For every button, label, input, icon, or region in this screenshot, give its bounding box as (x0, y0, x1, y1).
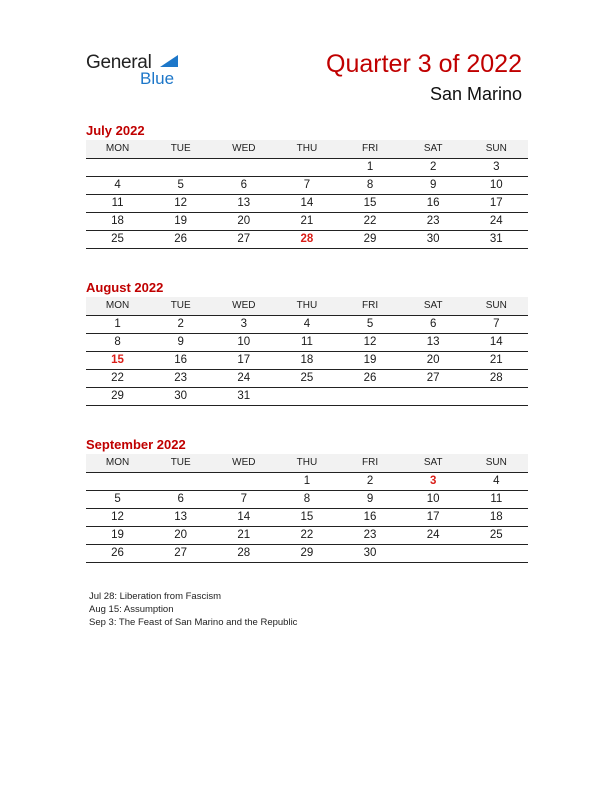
logo-triangle-icon (160, 55, 178, 67)
day-cell: 23 (426, 215, 440, 227)
day-cell: 15 (300, 511, 314, 523)
day-cell: 28 (237, 547, 251, 559)
day-cell: 11 (300, 336, 313, 348)
day-cell: 8 (366, 179, 374, 191)
day-cell: 16 (174, 354, 188, 366)
day-cell: 23 (174, 372, 188, 384)
day-cell: 3 (240, 318, 248, 330)
empty-day-cell (86, 473, 149, 490)
weekday-label: SAT (423, 457, 443, 468)
day-cell: 27 (426, 372, 440, 384)
weekday-label: SAT (423, 143, 443, 154)
day-cell: 31 (237, 390, 251, 402)
day-cell: 6 (177, 493, 184, 505)
empty-day-cell (402, 388, 465, 405)
logo-blue-text: Blue (140, 69, 175, 88)
day-cell: 9 (429, 179, 437, 191)
weekday-label: WED (232, 457, 256, 468)
day-cell: 7 (303, 179, 311, 191)
day-cell: 18 (300, 354, 314, 366)
day-cell: 14 (489, 336, 503, 348)
day-cell: 29 (300, 547, 314, 559)
week-row (86, 491, 528, 509)
week-row (86, 527, 528, 545)
day-cell: 31 (489, 233, 503, 245)
day-cell: 2 (429, 161, 437, 173)
empty-day-cell (212, 473, 275, 490)
holiday-note: Jul 28: Liberation from Fascism (89, 591, 221, 602)
general-blue-logo (86, 52, 186, 92)
day-cell: 25 (111, 233, 124, 245)
week-row (86, 352, 528, 370)
empty-day-cell (339, 388, 402, 405)
day-cell: 19 (111, 529, 124, 541)
day-cell: 10 (237, 336, 251, 348)
day-cell: 23 (363, 529, 377, 541)
week-row (86, 509, 528, 527)
empty-day-cell (465, 388, 528, 405)
day-cell: 7 (240, 493, 248, 505)
weekday-label: TUE (170, 457, 191, 468)
day-cell: 20 (237, 215, 251, 227)
month-calendar-july (86, 122, 528, 249)
weekday-label: FRI (362, 143, 379, 154)
empty-day-cell (149, 473, 212, 490)
day-cell: 18 (111, 215, 124, 227)
day-cell: 14 (300, 197, 314, 209)
weekday-label: SUN (485, 457, 507, 468)
day-cell: 2 (366, 475, 374, 487)
day-cell: 9 (366, 493, 374, 505)
day-cell: 13 (174, 511, 188, 523)
day-cell: 22 (300, 529, 314, 541)
week-row (86, 316, 528, 334)
week-row (86, 195, 528, 213)
week-row (86, 159, 528, 177)
day-cell: 21 (237, 529, 251, 541)
day-cell: 30 (174, 390, 188, 402)
empty-day-cell (212, 159, 275, 176)
day-cell: 19 (174, 215, 188, 227)
page-title: Quarter 3 of 2022 (326, 50, 522, 78)
day-cell: 10 (489, 179, 503, 191)
day-cell: 5 (177, 179, 184, 191)
day-cell: 19 (363, 354, 377, 366)
day-cell: 30 (426, 233, 440, 245)
weekday-label: FRI (362, 457, 379, 468)
empty-day-cell (402, 545, 465, 562)
day-cell: 7 (493, 318, 500, 330)
empty-day-cell (275, 388, 338, 405)
day-cell: 17 (426, 511, 440, 523)
weekday-label: TUE (170, 143, 191, 154)
day-cell: 5 (366, 318, 374, 330)
day-cell: 14 (237, 511, 251, 523)
day-cell: 27 (237, 233, 251, 245)
holiday-day-cell: 15 (111, 354, 124, 366)
day-cell: 4 (493, 475, 500, 487)
day-cell: 8 (303, 493, 311, 505)
empty-day-cell (149, 159, 212, 176)
week-row (86, 370, 528, 388)
logo-general-text: General (86, 52, 152, 73)
day-cell: 5 (114, 493, 121, 505)
day-cell: 1 (366, 161, 374, 173)
weekday-label: FRI (362, 300, 379, 311)
day-cell: 17 (237, 354, 251, 366)
month-calendar-september (86, 436, 528, 563)
day-cell: 30 (363, 547, 377, 559)
weekday-header (86, 297, 528, 316)
day-cell: 10 (426, 493, 440, 505)
weekday-label: WED (232, 143, 256, 154)
empty-day-cell (275, 159, 338, 176)
day-cell: 21 (300, 215, 314, 227)
day-cell: 24 (426, 529, 440, 541)
day-cell: 6 (240, 179, 248, 191)
week-row (86, 213, 528, 231)
day-cell: 26 (111, 547, 124, 559)
day-cell: 13 (426, 336, 440, 348)
week-row (86, 473, 528, 491)
weekday-label: MON (105, 300, 130, 311)
holiday-note: Aug 15: Assumption (89, 604, 174, 615)
weekday-label: THU (296, 457, 318, 468)
holiday-note: Sep 3: The Feast of San Marino and the Republic (89, 617, 298, 628)
week-row (86, 388, 528, 406)
month-calendar-august (86, 279, 528, 406)
day-cell: 20 (174, 529, 188, 541)
week-row (86, 231, 528, 249)
day-cell: 1 (114, 318, 121, 330)
day-cell: 1 (303, 475, 311, 487)
month-name: August 2022 (86, 280, 164, 295)
day-cell: 2 (177, 318, 184, 330)
day-cell: 13 (237, 197, 251, 209)
weekday-label: THU (296, 143, 318, 154)
day-cell: 3 (493, 161, 500, 173)
weekday-label: MON (105, 143, 130, 154)
day-cell: 12 (111, 511, 124, 523)
week-row (86, 334, 528, 352)
day-cell: 4 (114, 179, 121, 191)
day-cell: 26 (363, 372, 377, 384)
day-cell: 24 (489, 215, 503, 227)
day-cell: 29 (111, 390, 124, 402)
country-name: San Marino (429, 84, 522, 104)
weekday-label: WED (232, 300, 256, 311)
holiday-day-cell: 3 (429, 475, 437, 487)
day-cell: 11 (490, 493, 503, 505)
day-cell: 25 (300, 372, 314, 384)
month-name: July 2022 (86, 123, 145, 138)
weekday-header (86, 454, 528, 473)
month-name: September 2022 (86, 437, 186, 452)
day-cell: 12 (363, 336, 377, 348)
weekday-label: SUN (485, 143, 507, 154)
day-cell: 24 (237, 372, 251, 384)
holiday-day-cell: 28 (300, 233, 314, 245)
week-row (86, 177, 528, 195)
day-cell: 11 (111, 197, 124, 209)
day-cell: 18 (489, 511, 503, 523)
week-row (86, 545, 528, 563)
weekday-label: SUN (485, 300, 507, 311)
weekday-label: THU (296, 300, 318, 311)
day-cell: 4 (303, 318, 311, 330)
day-cell: 15 (363, 197, 377, 209)
day-cell: 12 (174, 197, 188, 209)
holiday-notes (89, 590, 297, 629)
day-cell: 25 (489, 529, 503, 541)
weekday-label: TUE (170, 300, 191, 311)
day-cell: 22 (111, 372, 124, 384)
day-cell: 9 (177, 336, 184, 348)
day-cell: 27 (174, 547, 188, 559)
weekday-label: SAT (423, 300, 443, 311)
weekday-label: MON (105, 457, 130, 468)
weekday-header (86, 140, 528, 159)
day-cell: 21 (489, 354, 503, 366)
day-cell: 6 (429, 318, 437, 330)
day-cell: 17 (489, 197, 503, 209)
day-cell: 28 (489, 372, 503, 384)
day-cell: 29 (363, 233, 377, 245)
day-cell: 16 (426, 197, 440, 209)
day-cell: 22 (363, 215, 377, 227)
day-cell: 16 (363, 511, 377, 523)
empty-day-cell (465, 545, 528, 562)
day-cell: 8 (114, 336, 121, 348)
day-cell: 26 (174, 233, 188, 245)
day-cell: 20 (426, 354, 440, 366)
empty-day-cell (86, 159, 149, 176)
